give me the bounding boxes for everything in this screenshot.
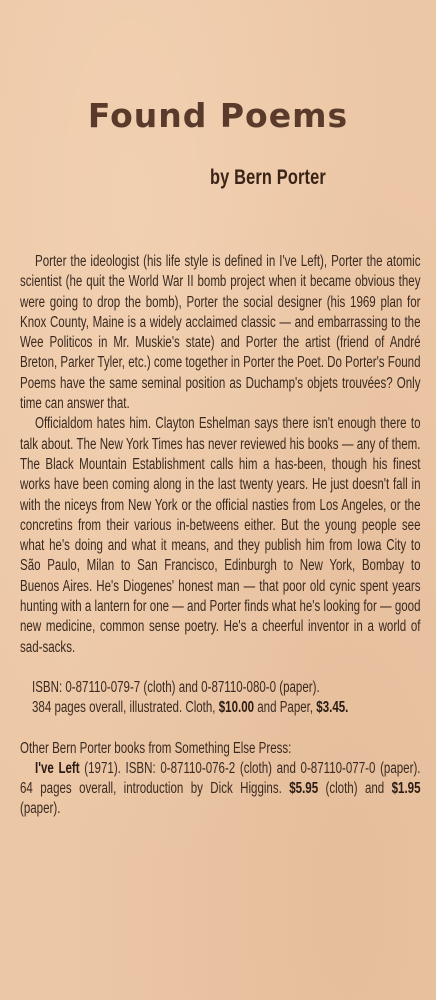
other-end-text: (paper). bbox=[20, 800, 61, 818]
other-book-text: (1971). ISBN: 0-87110-076-2 (cloth) and 0-87110-077-0 (paper). 64 pages overall, introduction by Dick Higgins. bbox=[20, 759, 421, 798]
pages-price-line bbox=[20, 698, 421, 718]
body-text bbox=[20, 252, 421, 820]
paragraph-intro: Porter the ideologist (his life style is defined in I've Left), Porter the atomic scientist (he quit the World War II bomb project when it became obvious they were going to drop the bomb), Porter the social designer (his 1969 plan for Knox County, Maine is a widely acclaimed classic — and embarrassing to the Wee Politicos in Mr. Muskie's state) and Porter the artist (friend of André Breton, Parker Tyler, etc.) come together in Porter the Poet. Do Porter's Found Poems have the same seminal position as Duchamp's objets trouvées? Only time can answer that. bbox=[20, 253, 421, 413]
page-title: Found Poems bbox=[87, 96, 349, 135]
other-books-heading: Other Bern Porter books from Something Else Press: bbox=[20, 739, 292, 757]
other-book-entry bbox=[20, 759, 421, 820]
other-book-title: I've Left bbox=[35, 759, 80, 777]
other-mid-text: (cloth) and bbox=[318, 780, 392, 798]
and-paper-text: and Paper, bbox=[254, 699, 317, 717]
other-price-paper: $1.95 bbox=[391, 780, 421, 798]
paragraph-officialdom: Officialdom hates him. Clayton Eshelman says there isn't enough there to talk about. The New York Times has never reviewed his books — any of them. The Black Mountain Establishment calls him a has-been, though his finest works have been coming along in the last twenty years. He just doesn't fall in with the niceys from New York or the official nasties from Los Angeles, or the concretins from their various in-betweens either. But the young people see what he's doing and what it means, and they publish him from Iowa City to São Paulo, Milan to San Francisco, Edinburgh to New York, Bombay to Buenos Aires. He's Diogenes' honest man — that poor old cynic spent years hunting with a lantern for one — and Porter finds what he's looking for — good new medicine, common sense poetry. He's a cheerful inventor in a world of sad-sacks. bbox=[20, 415, 421, 656]
other-price-cloth: $5.95 bbox=[289, 780, 319, 798]
author-byline: by Bern Porter bbox=[210, 166, 326, 189]
pages-text: 384 pages overall, illustrated. Cloth, bbox=[32, 699, 219, 717]
price-paper: $3.45. bbox=[316, 699, 349, 717]
isbn-line: ISBN: 0-87110-079-7 (cloth) and 0-87110-080-0 (paper). bbox=[32, 678, 320, 696]
price-cloth: $10.00 bbox=[218, 699, 255, 717]
